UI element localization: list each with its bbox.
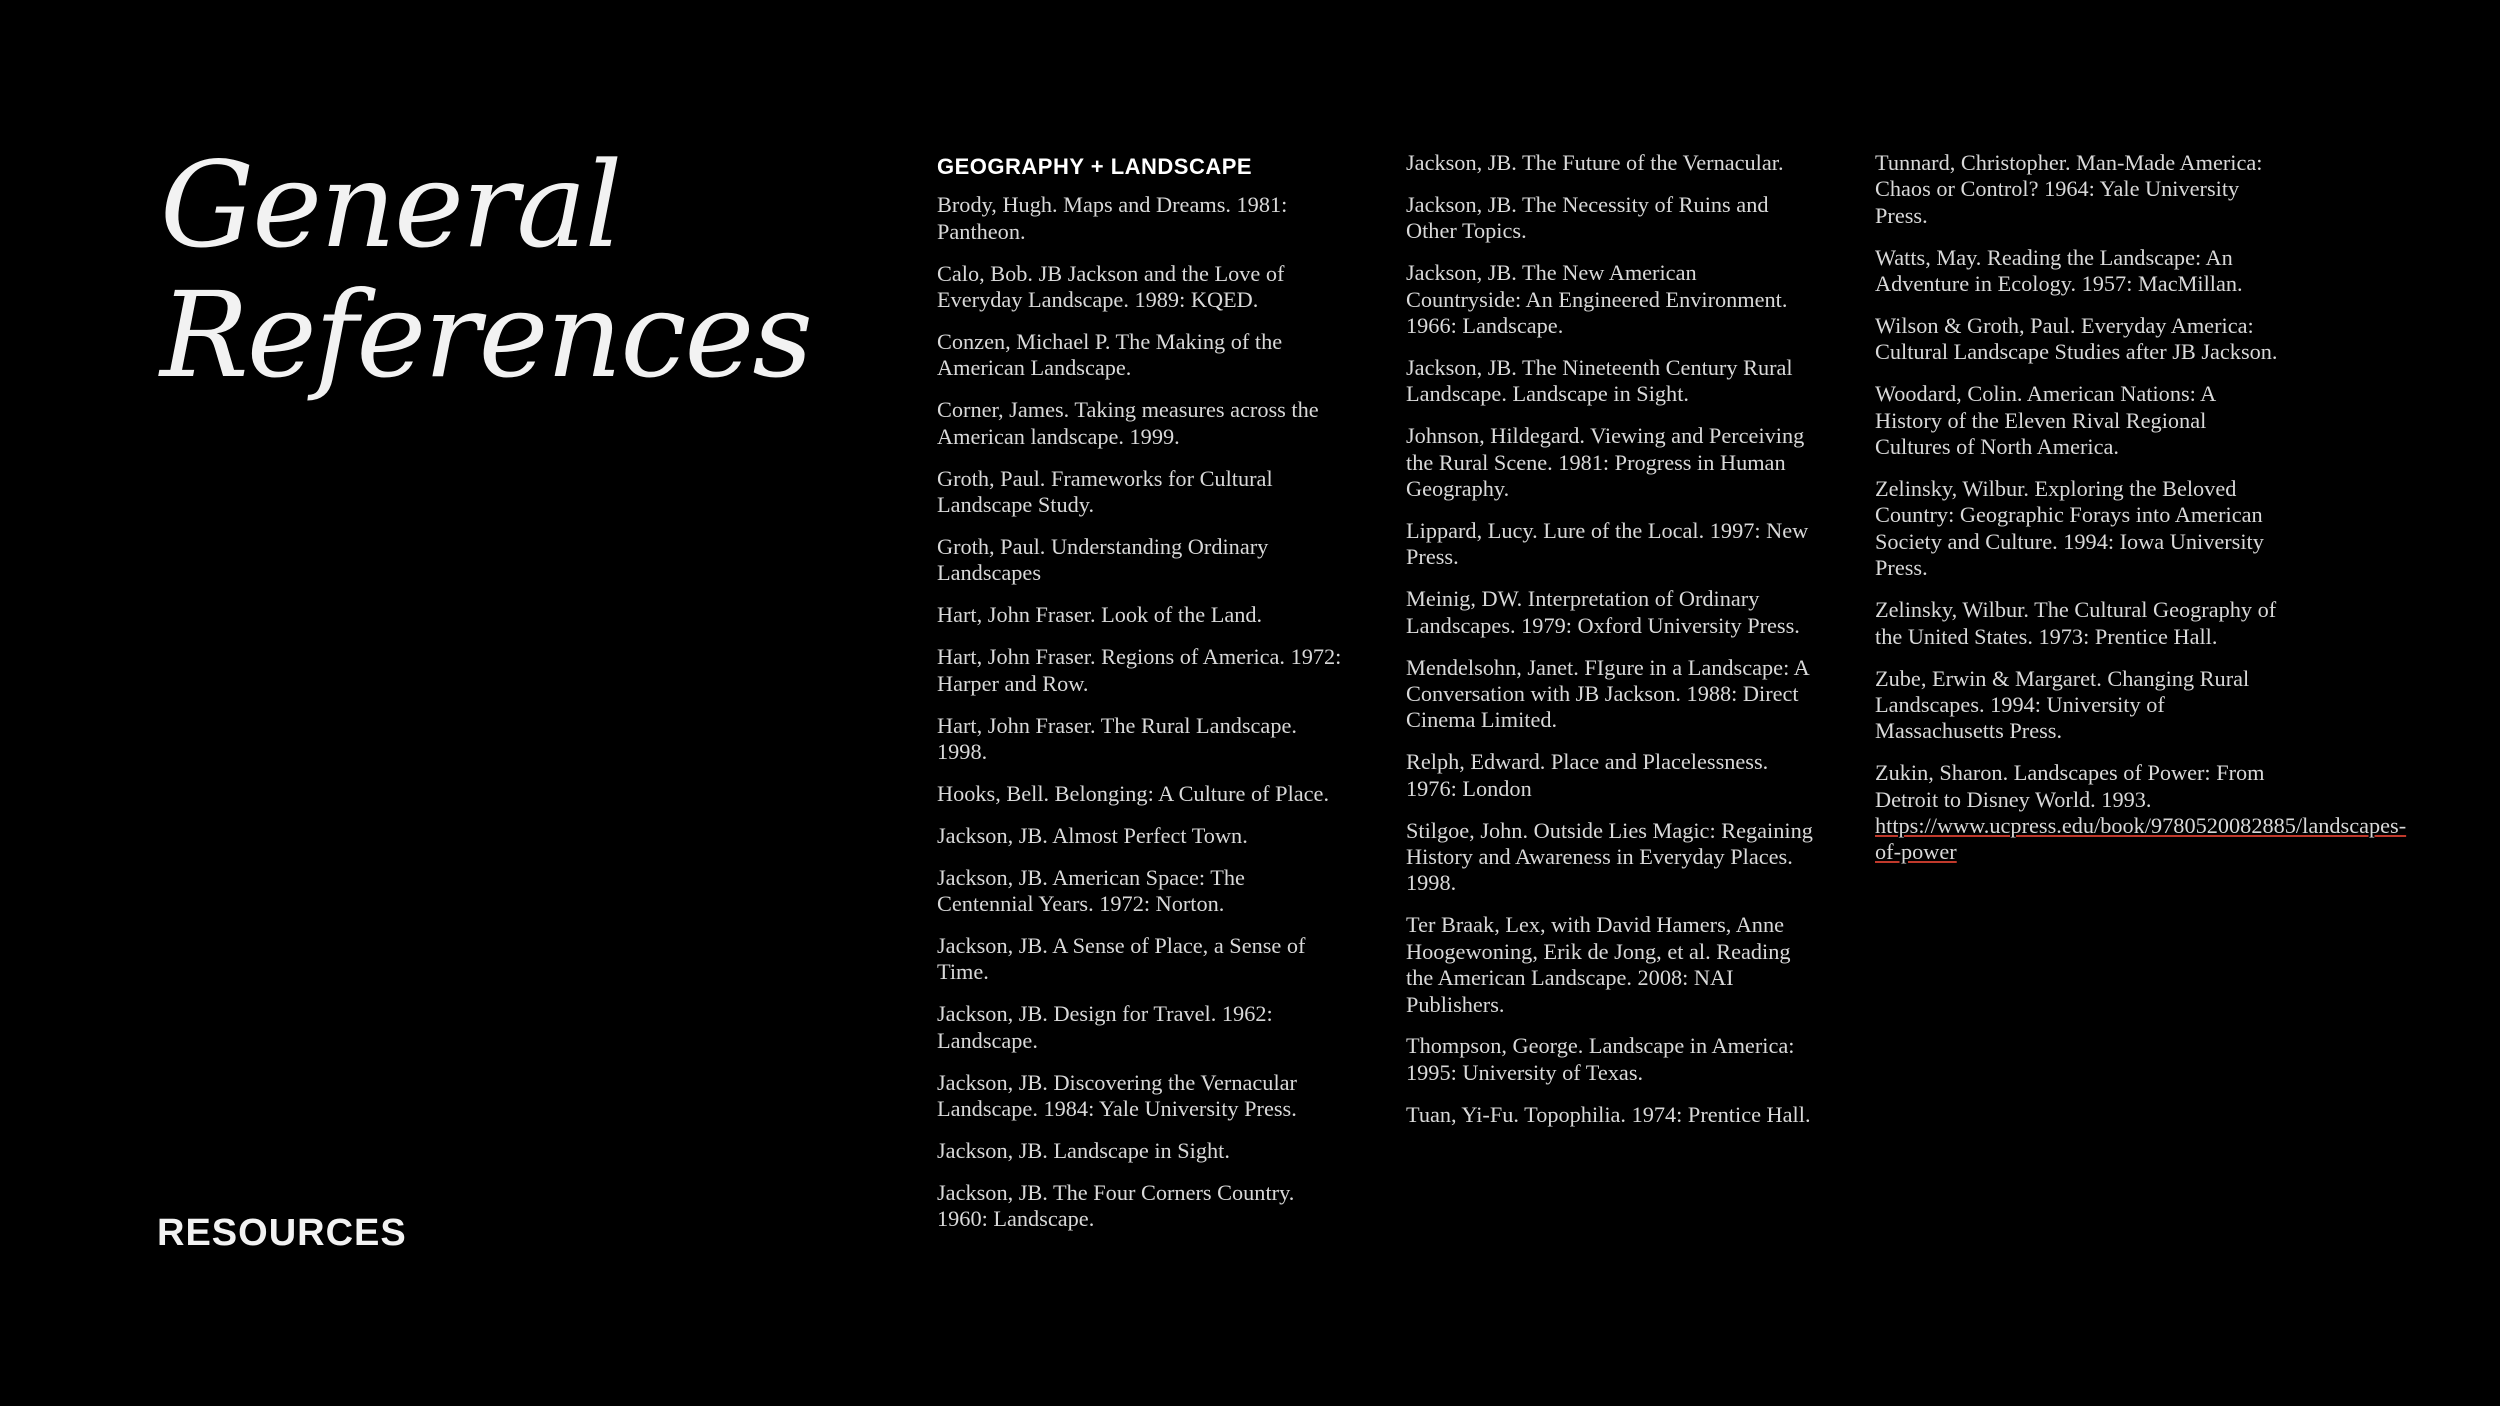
reference-entry: Hart, John Fraser. The Rural Landscape. 1998. (937, 712, 1297, 764)
reference-column-3 (1875, 150, 2407, 881)
reference-list (1406, 150, 1816, 1128)
reference-entry: Jackson, JB. The Future of the Vernacular. (1406, 150, 1784, 175)
reference-entry: Mendelsohn, Janet. FIgure in a Landscape: A Conversation with JB Jackson. 1988: Direct Cinema Limited. (1406, 654, 1809, 733)
reference-entry: Woodard, Colin. American Nations: A History of the Eleven Rival Regional Cultures of North America. (1875, 381, 2216, 460)
reference-entry: Watts, May. Reading the Landscape: An Adventure in Ecology. 1957: MacMillan. (1875, 244, 2243, 297)
reference-entry: Corner, James. Taking measures across the American landscape. 1999. (937, 397, 1319, 449)
reference-entry: Jackson, JB. American Space: The Centennial Years. 1972: Norton. (937, 864, 1245, 917)
reference-entry: Zelinsky, Wilbur. The Cultural Geography of the United States. 1973: Prentice Hall. (1875, 597, 2277, 649)
reference-entry: Hart, John Fraser. Regions of America. 1972: Harper and Row. (937, 644, 1342, 696)
reference-link[interactable]: https://www.ucpress.edu/book/9780520082885/landscapes-of-power (1875, 813, 2407, 865)
reference-entry: Lippard, Lucy. Lure of the Local. 1997: New Press. (1406, 517, 1809, 570)
reference-entry: Jackson, JB. The New American Countryside: An Engineered Environment. 1966: Landscape. (1406, 260, 1788, 339)
reference-entry: Jackson, JB. Discovering the Vernacular Landscape. 1984: Yale University Press. (937, 1069, 1297, 1121)
reference-entry: Thompson, George. Landscape in America: 1995: University of Texas. (1406, 1033, 1795, 1085)
reference-entry: Meinig, DW. Interpretation of Ordinary Landscapes. 1979: Oxford University Press. (1406, 586, 1800, 638)
reference-list (937, 192, 1347, 1232)
category-heading: GEOGRAPHY + LANDSCAPE (937, 154, 1253, 179)
reference-entry: Zube, Erwin & Margaret. Changing Rural Landscapes. 1994: University of Massachusetts Press. (1875, 665, 2250, 744)
reference-entry: Jackson, JB. Design for Travel. 1962: Landscape. (937, 1001, 1273, 1053)
reference-list (1875, 150, 2285, 745)
reference-entry: Hart, John Fraser. Look of the Land. (937, 602, 1263, 628)
reference-entry: Jackson, JB. The Necessity of Ruins and Other Topics. (1406, 191, 1769, 244)
reference-entry: Conzen, Michael P. The Making of the American Landscape. (937, 329, 1283, 381)
reference-entry: Hooks, Bell. Belonging: A Culture of Place. (937, 780, 1330, 806)
reference-entry: Jackson, JB. Almost Perfect Town. (937, 822, 1248, 848)
reference-entry: Groth, Paul. Understanding Ordinary Landscapes (937, 533, 1269, 586)
reference-entry: Jackson, JB. The Nineteenth Century Rural Landscape. Landscape in Sight. (1406, 354, 1793, 407)
reference-column-2 (1406, 150, 1816, 1144)
reference-entry-text: Zukin, Sharon. Landscapes of Power: From Detroit to Disney World. 1993. (1875, 760, 2265, 812)
section-label: RESOURCES (157, 1212, 407, 1254)
reference-entry: Johnson, Hildegard. Viewing and Perceiving the Rural Scene. 1981: Progress in Human Geography. (1406, 423, 1805, 502)
page-title-line-1: General (160, 136, 621, 274)
page-title (160, 136, 811, 404)
reference-entry (1875, 760, 2407, 866)
reference-entry: Zelinsky, Wilbur. Exploring the Beloved Country: Geographic Forays into American Society and Culture. 1994: Iowa University Press. (1875, 476, 2264, 581)
reference-entry: Tuan, Yi-Fu. Topophilia. 1974: Prentice Hall. (1406, 1101, 1811, 1127)
reference-entry: Tunnard, Christopher. Man-Made America: Chaos or Control? 1964: Yale University Press. (1875, 150, 2263, 228)
reference-entry: Brody, Hugh. Maps and Dreams. 1981: Pantheon. (937, 192, 1288, 244)
reference-column-1 (937, 150, 1347, 1248)
reference-entry: Groth, Paul. Frameworks for Cultural Landscape Study. (937, 465, 1273, 518)
reference-entry: Wilson & Groth, Paul. Everyday America: Cultural Landscape Studies after JB Jackson. (1875, 313, 2278, 365)
reference-entry: Jackson, JB. A Sense of Place, a Sense of Time. (937, 932, 1306, 985)
reference-entry: Calo, Bob. JB Jackson and the Love of Everyday Landscape. 1989: KQED. (937, 260, 1285, 313)
reference-entry: Ter Braak, Lex, with David Hamers, Anne Hoogewoning, Erik de Jong, et al. Reading the American Landscape. 2008: NAI Publishers. (1406, 912, 1791, 1017)
reference-entry: Relph, Edward. Place and Placelessness. 1976: London (1406, 749, 1769, 801)
page-title-line-2: References (160, 266, 811, 404)
reference-entry: Jackson, JB. Landscape in Sight. (937, 1137, 1230, 1163)
reference-entry: Jackson, JB. The Four Corners Country. 1960: Landscape. (937, 1179, 1295, 1232)
reference-entry: Stilgoe, John. Outside Lies Magic: Regaining History and Awareness in Everyday Places. 1998. (1406, 817, 1813, 896)
